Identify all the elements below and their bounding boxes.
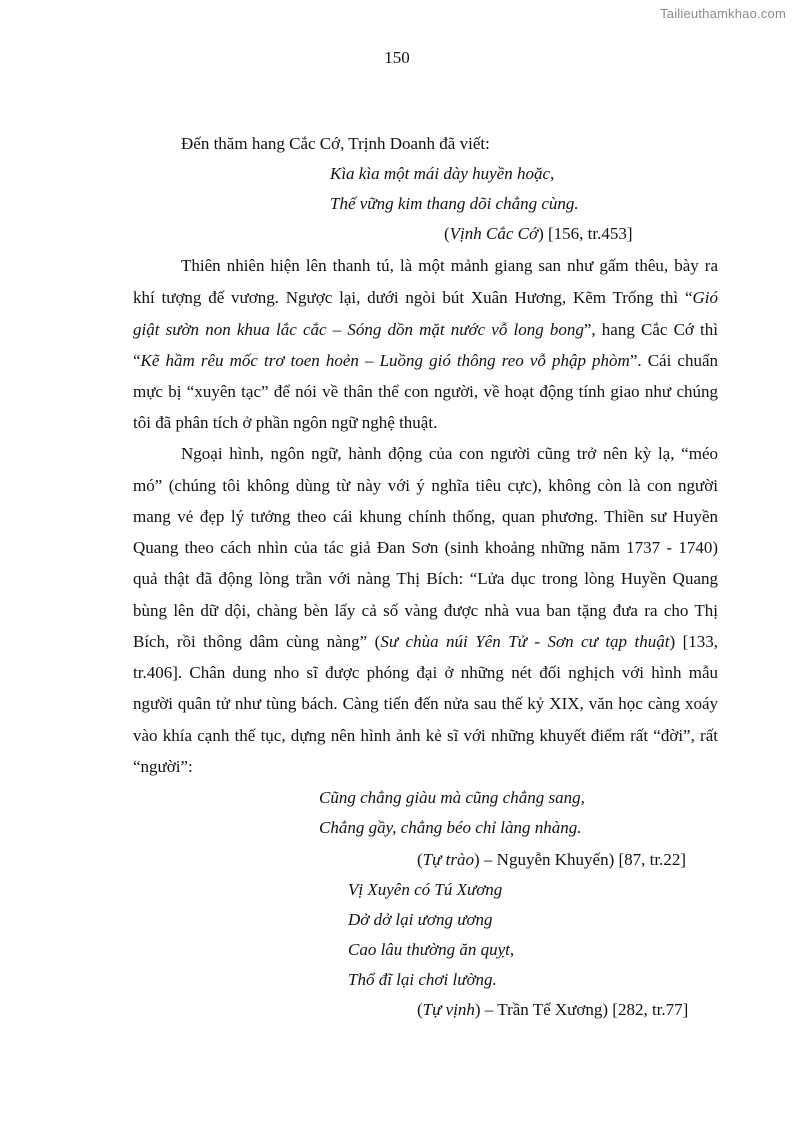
watermark: Tailieuthamkhao.com	[660, 6, 786, 21]
poem1-line-2: Thế vững kim thang dõi chẳng cùng.	[330, 194, 579, 213]
para2-line-6: bùng lên dữ dội, chàng bèn lấy cả số vàng được nhà vua ban tặng đưa ra cho Thị	[133, 601, 718, 620]
poem3-line-2: Dở dở lại ương ương	[348, 910, 493, 929]
poem2-line-2: Chẳng gầy, chẳng béo chỉ làng nhàng.	[319, 818, 582, 837]
para1-line-1: Thiên nhiên hiện lên thanh tú, là một mảnh giang san như gấm thêu, bày ra	[181, 256, 718, 275]
para2-line-1: Ngoại hình, ngôn ngữ, hành động của con người cũng trở nên kỳ lạ, “méo	[181, 444, 718, 463]
poem1-source: (Vịnh Cắc Cớ) [156, tr.453]	[444, 224, 633, 243]
para2-line-3: mang vẻ đẹp lý tưởng theo cái khung chính thống, quan phương. Thiền sư Huyền	[133, 507, 718, 526]
para2-line-10: vào khía cạnh thế tục, dựng nên hình ảnh kẻ sĩ với những khuyết điểm rất “đời”, rất	[133, 726, 718, 745]
para2-line-9: người quân tử như tùng bách. Càng tiến đến nửa sau thế kỷ XIX, văn học càng xoáy	[133, 694, 718, 713]
poem3-line-1: Vị Xuyên có Tú Xương	[348, 880, 503, 899]
para2-line-8: tr.406]. Chân dung nho sĩ được phóng đại ở những nét đối nghịch với hình mẫu	[133, 663, 718, 682]
para2-line-5: quả thật đã động lòng trần với nàng Thị Bích: “Lửa dục trong lòng Huyền Quang	[133, 569, 718, 588]
para1-line-6: tôi đã phân tích ở phần ngôn ngữ nghệ thuật.	[133, 413, 438, 432]
para2-line-4: Quang theo cách nhìn của tác giả Đan Sơn (sinh khoảng những năm 1737 - 1740)	[133, 538, 718, 557]
poem3-line-3: Cao lâu thường ăn quỵt,	[348, 940, 515, 959]
para1-line-4: “Kẽ hầm rêu mốc trơ toen hoẻn – Luồng gió thông reo vỗ phập phòm”. Cái chuẩn	[133, 351, 719, 370]
para1-line-3: giật sườn non khua lắc cắc – Sóng dồn mặt nước vỗ long bong”, hang Cắc Cớ thì	[133, 320, 718, 339]
poem2-source: (Tự trào) – Nguyễn Khuyến) [87, tr.22]	[417, 850, 686, 869]
poem3-line-4: Thổ đĩ lại chơi lường.	[348, 970, 497, 989]
para2-line-2: mó” (chúng tôi không dùng từ này với ý nghĩa tiêu cực), không còn là con người	[133, 476, 718, 495]
para1-line-5: mực bị “xuyên tạc” để nói về thân thể con người, về hoạt động tính giao như chúng	[133, 382, 718, 401]
para1-line-2: khí tượng đế vương. Ngược lại, dưới ngòi bút Xuân Hương, Kẽm Trống thì “Gió	[133, 288, 718, 307]
poem1-line-1: Kìa kìa một mái dày huyền hoặc,	[330, 164, 555, 183]
intro-text: Đến thăm hang Cắc Cớ, Trịnh Doanh đã viết:	[181, 134, 490, 153]
page-number: 150	[384, 48, 410, 67]
poem3-source: (Tự vịnh) – Trần Tế Xương) [282, tr.77]	[417, 1000, 689, 1019]
poem2-line-1: Cũng chẳng giàu mà cũng chẳng sang,	[319, 788, 585, 807]
para2-line-11: “người”:	[133, 757, 193, 776]
para2-line-7: Bích, rồi thông dâm cùng nàng” (Sư chùa núi Yên Tử - Sơn cư tạp thuật) [133,	[133, 632, 719, 651]
